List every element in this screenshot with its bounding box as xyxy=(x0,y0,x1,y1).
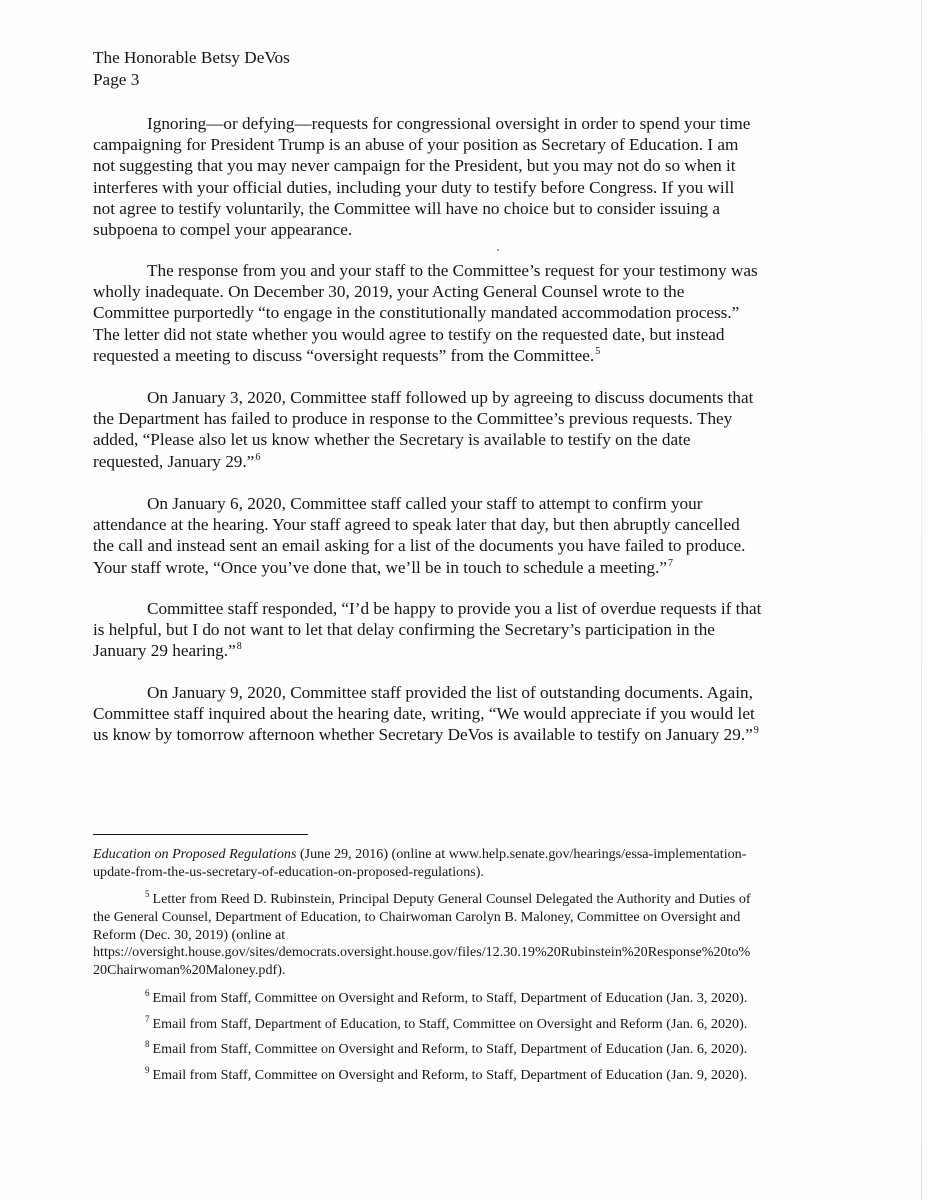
footnote-text: Email from Staff, Committee on Oversight and Reform, to Staff, Department of Education (Jan. 3, 2020). xyxy=(152,990,748,1006)
footnote-number: 5 xyxy=(145,889,150,899)
page-header xyxy=(93,47,290,91)
footnote-line-part: (June 29, 2016) (online at www.help.senate.gov/hearings/essa-implementation- xyxy=(296,846,747,862)
footnote-ref-9: 9 xyxy=(753,725,759,737)
footnote-line xyxy=(93,1041,813,1059)
footnote-ref-8: 8 xyxy=(236,641,242,653)
footnote-ref-6: 6 xyxy=(255,451,261,463)
footnote-line: Reform (Dec. 30, 2019) (online at xyxy=(93,926,286,943)
paragraph-1 xyxy=(93,113,813,240)
text-line: Ignoring—or defying—requests for congressional oversight in order to spend your time xyxy=(147,114,751,133)
text-line: interferes with your official duties, including your duty to testify before Congress. If you will xyxy=(93,177,735,197)
paragraph-6 xyxy=(93,682,813,746)
footnote-ref-7: 7 xyxy=(668,557,674,569)
paragraph-4 xyxy=(93,493,813,578)
text-line xyxy=(93,557,813,578)
footnote-url-line: 20Chairwoman%20Maloney.pdf). xyxy=(93,962,286,979)
footnote-text: Email from Staff, Department of Education, to Staff, Committee on Oversight and Reform (Jan. 6, 2020). xyxy=(152,1016,748,1032)
text-line: On January 3, 2020, Committee staff followed up by agreeing to discuss documents that xyxy=(147,388,754,407)
footnote-line: the General Counsel, Department of Education, to Chairwoman Carolyn B. Maloney, Committee on Oversight and xyxy=(93,908,741,925)
page-number: Page 3 xyxy=(93,70,140,89)
text-line: not agree to testify voluntarily, the Committee will have no choice but to consider issuing a xyxy=(93,198,721,218)
text-line: Committee purportedly “to engage in the constitutionally mandated accommodation process.” xyxy=(93,303,740,323)
footnote-separator xyxy=(93,834,308,835)
text-line: not suggesting that you may never campaign for the President, but you may not do so when it xyxy=(93,156,736,176)
text-line: The letter did not state whether you would agree to testify on the requested date, but instead xyxy=(93,324,725,344)
footnote-9 xyxy=(93,1067,813,1085)
text-line xyxy=(93,451,813,472)
text-line xyxy=(93,640,813,661)
footnote-5 xyxy=(93,891,813,980)
text-line: added, “Please also let us know whether the Secretary is available to testify on the date xyxy=(93,430,691,450)
text-line: On January 9, 2020, Committee staff provided the list of outstanding documents. Again, xyxy=(147,683,753,702)
paragraph-2 xyxy=(93,260,813,366)
footnote-text: Email from Staff, Committee on Oversight and Reform, to Staff, Department of Education (Jan. 6, 2020). xyxy=(152,1041,748,1057)
paragraph-3 xyxy=(93,387,813,472)
footnote-ref-5: 5 xyxy=(595,345,601,357)
footnote-continued xyxy=(93,846,813,882)
text-line: On January 6, 2020, Committee staff called your staff to attempt to confirm your xyxy=(147,494,703,513)
scan-speck xyxy=(497,249,499,251)
text-line: campaigning for President Trump is an abuse of your position as Secretary of Education. I am xyxy=(93,135,739,155)
footnote-7 xyxy=(93,1016,813,1034)
text-line: the Department has failed to produce in response to the Committee’s previous requests. They xyxy=(93,409,733,429)
footnote-line xyxy=(93,1016,813,1034)
footnote-6 xyxy=(93,990,813,1008)
text-line-part: requested, January 29.” xyxy=(93,451,255,471)
footnote-line xyxy=(93,846,813,864)
text-line-part: requested a meeting to discuss “oversight requests” from the Committee. xyxy=(93,345,595,365)
footnote-number: 8 xyxy=(145,1039,150,1049)
text-line: Committee staff responded, “I’d be happy to provide you a list of overdue requests if that xyxy=(147,599,762,618)
addressee-line: The Honorable Betsy DeVos xyxy=(93,48,290,67)
paragraph-5 xyxy=(93,598,813,662)
footnote-line-part: Letter from Reed D. Rubinstein, Principal Deputy General Counsel Delegated the Authority and Duties of xyxy=(152,891,751,907)
text-line: attendance at the hearing. Your staff agreed to speak later that day, but then abruptly cancelled xyxy=(93,515,740,535)
footnote-line xyxy=(93,891,813,909)
text-line: the call and instead sent an email asking for a list of the documents you have failed to produce. xyxy=(93,536,746,556)
text-line: subpoena to compel your appearance. xyxy=(93,220,353,240)
text-line: wholly inadequate. On December 30, 2019, your Acting General Counsel wrote to the xyxy=(93,282,685,302)
text-line-part: January 29 hearing.” xyxy=(93,641,236,661)
footnote-italic-title: Education on Proposed Regulations xyxy=(93,846,297,862)
text-line: Committee staff inquired about the hearing date, writing, “We would appreciate if you would let xyxy=(93,704,755,724)
text-line-part: Your staff wrote, “Once you’ve done that, we’ll be in touch to schedule a meeting.” xyxy=(93,557,668,577)
text-line xyxy=(93,345,813,366)
footnote-number: 9 xyxy=(145,1065,150,1075)
text-line xyxy=(93,724,813,745)
footnote-text: Email from Staff, Committee on Oversight and Reform, to Staff, Department of Education (Jan. 9, 2020). xyxy=(152,1067,748,1083)
footnote-line: update-from-the-us-secretary-of-education-on-proposed-regulations). xyxy=(93,863,484,880)
footnote-line xyxy=(93,1067,813,1085)
text-line-part: us know by tomorrow afternoon whether Secretary DeVos is available to testify on January 29.” xyxy=(93,725,753,745)
text-line: is helpful, but I do not want to let that delay confirming the Secretary’s participation in the xyxy=(93,620,715,640)
footnote-number: 7 xyxy=(145,1014,150,1024)
footnote-url-line: https://oversight.house.gov/sites/democrats.oversight.house.gov/files/12.30.19%20Rubinstein%20Response%20to% xyxy=(93,944,751,961)
text-line: The response from you and your staff to the Committee’s request for your testimony was xyxy=(147,261,758,280)
footnote-line xyxy=(93,990,813,1008)
footnote-8 xyxy=(93,1041,813,1059)
footnote-number: 6 xyxy=(145,988,150,998)
